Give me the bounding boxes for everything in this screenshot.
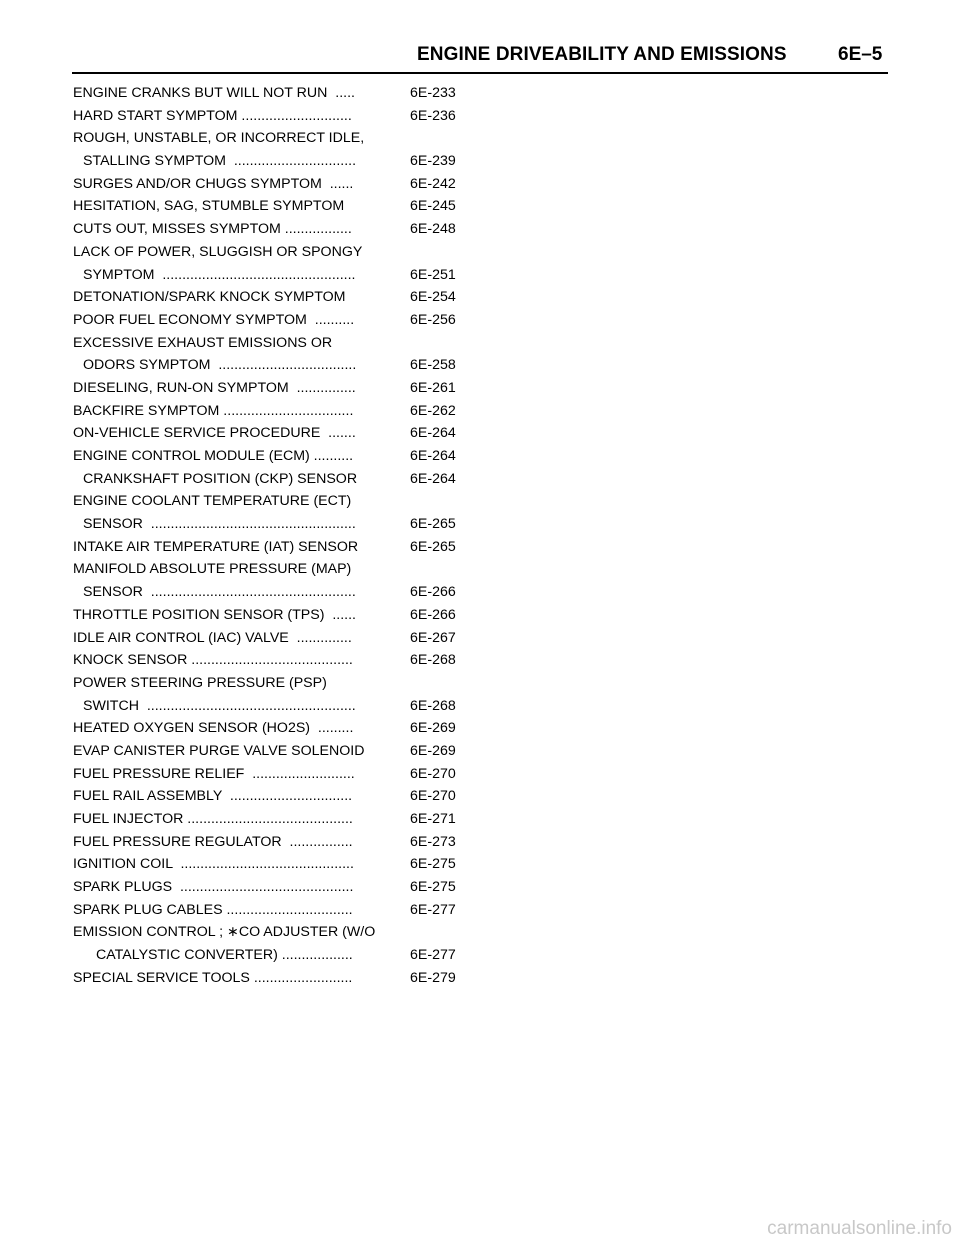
toc-entry: [73, 672, 473, 695]
toc-entry-page: 6E-273: [410, 833, 456, 850]
page-header: [0, 44, 960, 74]
toc-entry-page: 6E-245: [410, 198, 456, 215]
toc-entry-text: SPECIAL SERVICE TOOLS .........................: [73, 969, 353, 986]
toc-entry-text: SURGES AND/OR CHUGS SYMPTOM ......: [73, 175, 354, 192]
toc-entry-text: ROUGH, UNSTABLE, OR INCORRECT IDLE,: [73, 130, 365, 147]
toc-entry-page: 6E-262: [410, 402, 456, 419]
toc-entry-text: ENGINE COOLANT TEMPERATURE (ECT): [73, 493, 352, 510]
toc-entry: [73, 173, 473, 196]
toc-entry: [73, 785, 473, 808]
toc-entry-text: STALLING SYMPTOM ...............................: [83, 153, 357, 170]
toc-entry: [73, 354, 473, 377]
toc-entry: [73, 286, 473, 309]
toc-entry: [73, 627, 473, 650]
toc-entry-page: 6E-275: [410, 856, 456, 873]
toc-entry-text: SPARK PLUGS ............................................: [73, 879, 354, 896]
section-title: ENGINE DRIVEABILITY AND EMISSIONS: [417, 44, 787, 65]
table-of-contents: [73, 82, 473, 990]
toc-entry: [73, 740, 473, 763]
toc-entry: [73, 445, 473, 468]
toc-entry-page: 6E-264: [410, 425, 456, 442]
toc-entry-page: 6E-268: [410, 697, 456, 714]
toc-entry-text: SYMPTOM .................................................: [83, 266, 356, 283]
toc-entry-text: EMISSION CONTROL ; ∗CO ADJUSTER (W/O: [73, 924, 376, 941]
toc-entry: [73, 218, 473, 241]
toc-entry-text: HESITATION, SAG, STUMBLE SYMPTOM: [73, 198, 345, 215]
toc-entry-text: IDLE AIR CONTROL (IAC) VALVE ..............: [73, 629, 352, 646]
toc-entry: [73, 876, 473, 899]
toc-entry-text: SENSOR ....................................................: [83, 516, 356, 533]
toc-entry: [73, 127, 473, 150]
toc-entry-text: POOR FUEL ECONOMY SYMPTOM ..........: [73, 311, 355, 328]
toc-entry: [73, 332, 473, 355]
toc-entry-text: MANIFOLD ABSOLUTE PRESSURE (MAP): [73, 561, 352, 578]
toc-entry-page: 6E-270: [410, 765, 456, 782]
toc-entry-text: FUEL RAIL ASSEMBLY ...............................: [73, 788, 353, 805]
toc-entry-text: THROTTLE POSITION SENSOR (TPS) ......: [73, 606, 356, 623]
header-rule: [72, 72, 888, 74]
toc-entry-page: 6E-264: [410, 470, 456, 487]
toc-entry: [73, 309, 473, 332]
toc-entry-page: 6E-264: [410, 448, 456, 464]
toc-entry: [73, 377, 473, 400]
toc-entry-text: EXCESSIVE EXHAUST EMISSIONS OR: [73, 334, 333, 351]
toc-entry-text: FUEL INJECTOR ..........................................: [73, 811, 353, 827]
toc-entry-page: 6E-265: [410, 516, 456, 533]
toc-entry: [73, 921, 473, 944]
toc-entry: [73, 241, 473, 264]
toc-entry-page: 6E-242: [410, 175, 456, 192]
toc-entry: [73, 536, 473, 559]
toc-entry: [73, 513, 473, 536]
toc-entry-text: ON-VEHICLE SERVICE PROCEDURE .......: [73, 425, 356, 442]
toc-entry: [73, 853, 473, 876]
toc-entry: [73, 967, 473, 990]
toc-entry-text: DETONATION/SPARK KNOCK SYMPTOM: [73, 289, 346, 306]
toc-entry: [73, 604, 473, 627]
toc-entry-text: EVAP CANISTER PURGE VALVE SOLENOID: [73, 742, 365, 759]
toc-entry: [73, 717, 473, 740]
toc-entry-text: FUEL PRESSURE REGULATOR ................: [73, 833, 353, 850]
toc-entry-text: CUTS OUT, MISSES SYMPTOM .................: [73, 221, 352, 238]
toc-entry: [73, 899, 473, 922]
toc-entry-page: 6E-265: [410, 538, 456, 555]
toc-entry: [73, 400, 473, 423]
toc-entry: [73, 422, 473, 445]
toc-entry-text: SWITCH .....................................................: [83, 697, 356, 714]
toc-entry-text: FUEL PRESSURE RELIEF ..........................: [73, 765, 355, 782]
toc-entry: [73, 468, 473, 491]
toc-entry: [73, 150, 473, 173]
toc-entry-page: 6E-266: [410, 606, 456, 623]
toc-entry: [73, 695, 473, 718]
toc-entry-page: 6E-275: [410, 879, 456, 896]
toc-entry: [73, 195, 473, 218]
toc-entry: [73, 558, 473, 581]
toc-entry-page: 6E-236: [410, 107, 456, 124]
watermark: carmanualsonline.info: [767, 1218, 952, 1239]
toc-entry-page: 6E-258: [410, 357, 456, 374]
toc-entry-page: 6E-279: [410, 969, 456, 986]
toc-entry-page: 6E-271: [410, 811, 456, 827]
toc-entry-page: 6E-267: [410, 629, 456, 646]
toc-entry-page: 6E-277: [410, 947, 456, 964]
toc-entry-text: POWER STEERING PRESSURE (PSP): [73, 674, 327, 691]
toc-entry-text: ODORS SYMPTOM ...................................: [83, 357, 357, 374]
toc-entry-text: BACKFIRE SYMPTOM .................................: [73, 402, 354, 419]
toc-entry-page: 6E-277: [410, 901, 456, 918]
toc-entry-page: 6E-233: [410, 85, 456, 101]
toc-entry-text: DIESELING, RUN-ON SYMPTOM ...............: [73, 379, 356, 396]
toc-entry-page: 6E-248: [410, 221, 456, 238]
toc-entry-text: CRANKSHAFT POSITION (CKP) SENSOR: [83, 470, 358, 487]
toc-entry-text: LACK OF POWER, SLUGGISH OR SPONGY: [73, 243, 363, 260]
page-number: 6E–5: [838, 44, 883, 65]
toc-entry: [73, 649, 473, 672]
toc-entry-page: 6E-256: [410, 311, 456, 328]
toc-entry: [73, 105, 473, 128]
toc-entry: [73, 490, 473, 513]
toc-entry-page: 6E-251: [410, 266, 456, 283]
toc-entry-page: 6E-266: [410, 584, 456, 601]
toc-entry-page: 6E-270: [410, 788, 456, 805]
toc-entry-text: ENGINE CRANKS BUT WILL NOT RUN .....: [73, 85, 355, 101]
toc-entry-text: HEATED OXYGEN SENSOR (HO2S) .........: [73, 720, 354, 737]
toc-entry: [73, 808, 473, 831]
toc-entry: [73, 82, 473, 105]
toc-entry-page: 6E-269: [410, 720, 456, 737]
toc-entry: [73, 831, 473, 854]
toc-entry-text: KNOCK SENSOR .........................................: [73, 652, 353, 669]
toc-entry-text: HARD START SYMPTOM ............................: [73, 107, 352, 124]
toc-entry-text: SENSOR ....................................................: [83, 584, 356, 601]
toc-entry-page: 6E-254: [410, 289, 456, 306]
toc-entry-page: 6E-269: [410, 742, 456, 759]
toc-entry: [73, 581, 473, 604]
toc-entry: [73, 944, 473, 967]
toc-entry-page: 6E-239: [410, 153, 456, 170]
toc-entry-text: CATALYSTIC CONVERTER) ..................: [96, 947, 353, 964]
toc-entry: [73, 264, 473, 287]
toc-entry-text: IGNITION COIL ............................................: [73, 856, 354, 873]
toc-entry-text: ENGINE CONTROL MODULE (ECM) ..........: [73, 448, 354, 464]
toc-entry-text: INTAKE AIR TEMPERATURE (IAT) SENSOR: [73, 538, 359, 555]
toc-entry-page: 6E-261: [410, 379, 456, 396]
toc-entry-page: 6E-268: [410, 652, 456, 669]
toc-entry-text: SPARK PLUG CABLES ................................: [73, 901, 353, 918]
toc-entry: [73, 763, 473, 786]
